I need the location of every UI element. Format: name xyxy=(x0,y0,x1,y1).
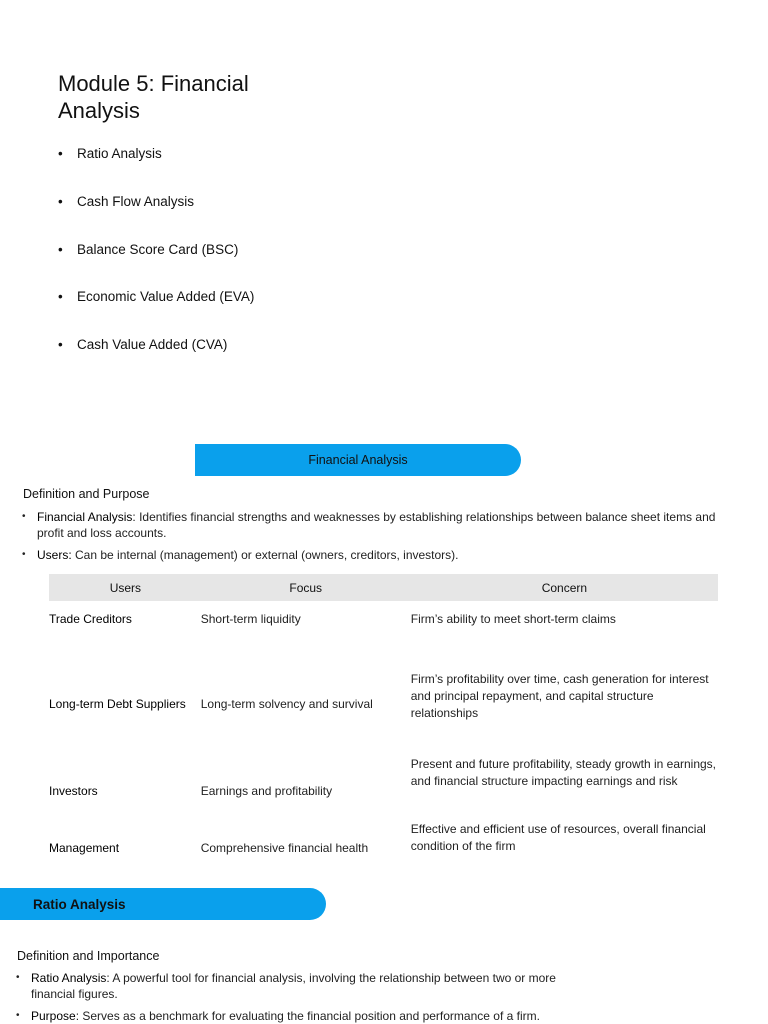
topic-item: • Ratio Analysis xyxy=(58,146,162,161)
table-row xyxy=(49,809,718,867)
definition-point: • Purpose: Serves as a benchmark for evaluating the financial position and performance of a firm. xyxy=(16,1009,540,1023)
bullet-icon: • xyxy=(22,511,26,522)
table-cell: Effective and efficient use of resources, overall financial condition of the firm xyxy=(410,822,706,853)
table-cell: Firm’s ability to meet short-term claims xyxy=(410,611,616,626)
bullet-icon: • xyxy=(58,146,63,161)
column-header: Users xyxy=(49,574,201,601)
section-band-financial-analysis xyxy=(195,444,521,476)
table-row xyxy=(49,637,718,737)
topic-item: • Economic Value Added (EVA) xyxy=(58,289,255,304)
table-cell: Short-term liquidity xyxy=(200,611,301,626)
definition-point: • Ratio Analysis: A powerful tool for financial analysis, involving the relationship between two or more financial figures. xyxy=(16,971,556,1001)
table-cell: Long-term Debt Suppliers xyxy=(49,696,186,711)
bullet-icon: • xyxy=(58,289,63,304)
topic-item: • Cash Flow Analysis xyxy=(58,194,195,209)
table-cell: Long-term solvency and survival xyxy=(200,696,373,711)
table-cell: Trade Creditors xyxy=(49,611,132,626)
bullet-icon: • xyxy=(58,337,63,352)
table-cell: Management xyxy=(49,840,120,855)
section-band-label: Ratio Analysis xyxy=(33,896,126,912)
table-cell: Investors xyxy=(49,783,98,798)
section-band-label: Financial Analysis xyxy=(308,453,408,467)
table-cell: Present and future profitability, steady growth in earnings, and financial structure impacting earnings and risk xyxy=(410,757,717,788)
bullet-icon: • xyxy=(58,194,63,209)
column-header: Concern xyxy=(411,574,718,601)
table-row xyxy=(49,737,718,809)
bullet-icon: • xyxy=(16,1010,20,1021)
bullet-icon: • xyxy=(16,972,20,983)
column-header: Focus xyxy=(201,574,411,601)
section-band-ratio-analysis xyxy=(0,888,326,920)
definition-point: • Users: Can be internal (management) or external (owners, creditors, investors). xyxy=(22,548,459,562)
topic-item: • Cash Value Added (CVA) xyxy=(58,337,228,352)
section-heading: Definition and Importance xyxy=(17,949,160,963)
table-row xyxy=(49,601,718,637)
table-cell: Firm’s profitability over time, cash generation for interest and principal repayment, and capital structure relationships xyxy=(410,671,709,720)
section-heading: Definition and Purpose xyxy=(23,487,150,501)
table-cell: Earnings and profitability xyxy=(200,783,333,798)
bullet-icon: • xyxy=(58,242,63,257)
definition-point: • Financial Analysis: Identifies financial strengths and weaknesses by establishing relationships between balance sheet items and profit and loss accounts. xyxy=(22,510,716,540)
bullet-icon: • xyxy=(22,549,26,560)
table-header-row xyxy=(49,574,718,601)
module-title: Module 5: Financial Analysis xyxy=(58,71,249,123)
users-table xyxy=(49,574,718,867)
table-cell: Comprehensive financial health xyxy=(200,840,369,855)
topic-item: • Balance Score Card (BSC) xyxy=(58,242,239,257)
